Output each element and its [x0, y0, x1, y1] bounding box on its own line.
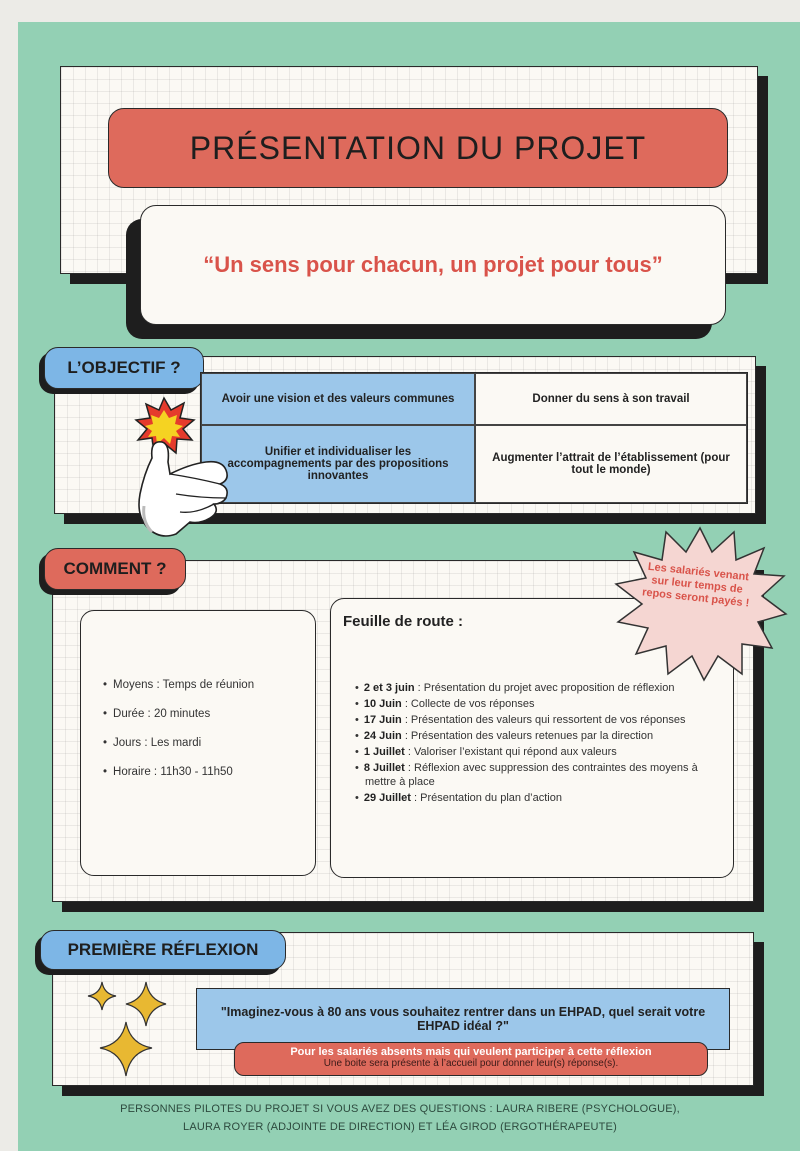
roadmap-item: • 2 et 3 juin : Présentation du projet avec proposition de réflexion	[355, 681, 715, 695]
reflection-label: PREMIÈRE RÉFLEXION	[40, 930, 286, 970]
means-item: • Moyens : Temps de réunion	[103, 679, 254, 691]
absent-notice	[234, 1042, 708, 1076]
comment-label: COMMENT ?	[44, 548, 186, 590]
footer-line: LAURA ROYER (ADJOINTE DE DIRECTION) ET LÉA GIROD (ERGOTHÉRAPEUTE)	[183, 1121, 617, 1133]
roadmap-item: • 8 Juillet : Réflexion avec suppression des contraintes des moyens à mettre à place	[355, 761, 715, 789]
roadmap-item: • 1 Juillet : Valoriser l’existant qui répond aux valeurs	[355, 745, 715, 759]
means-box	[80, 610, 316, 876]
roadmap-title: Feuille de route :	[343, 613, 464, 630]
reflection-question: "Imaginez-vous à 80 ans vous souhaitez rentrer dans un EHPAD, quel serait votre EHPAD idéal ?"	[196, 988, 730, 1050]
objective-label: L’OBJECTIF ?	[44, 347, 204, 389]
page-title: PRÉSENTATION DU PROJET	[108, 108, 728, 188]
footer-line: PERSONNES PILOTES DU PROJET SI VOUS AVEZ DES QUESTIONS : LAURA RIBERE (PSYCHOLOGUE),	[120, 1103, 680, 1115]
footer-contacts	[40, 1100, 760, 1136]
absent-title: Pour les salariés absents mais qui veulent participer à cette réflexion	[290, 1046, 652, 1058]
thumbs-up-icon	[130, 394, 240, 544]
roadmap-item: • 10 Juin : Collecte de vos réponses	[355, 697, 715, 711]
objective-cell: Augmenter l’attrait de l’établissement (pour tout le monde)	[475, 425, 747, 503]
absent-subtitle: Une boite sera présente à l’accueil pour donner leur(s) réponse(s).	[323, 1058, 619, 1069]
objective-cell: Avoir une vision et des valeurs communes	[201, 373, 475, 425]
slogan: “Un sens pour chacun, un projet pour tous”	[140, 205, 726, 325]
means-item: • Horaire : 11h30 - 11h50	[103, 766, 254, 778]
paid-rest-note: Les salariés venant sur leur temps de repos seront payés !	[641, 560, 750, 610]
objective-cell: Donner du sens à son travail	[475, 373, 747, 425]
objective-table	[200, 372, 748, 504]
objective-cell: Unifier et individualiser les accompagnements par des propositions innovantes	[201, 425, 475, 503]
roadmap-item: • 24 Juin : Présentation des valeurs retenues par la direction	[355, 729, 715, 743]
means-item: • Durée : 20 minutes	[103, 708, 254, 720]
means-item: • Jours : Les mardi	[103, 737, 254, 749]
roadmap-item: • 29 Juillet : Présentation du plan d’action	[355, 791, 715, 805]
roadmap-item: • 17 Juin : Présentation des valeurs qui ressortent de vos réponses	[355, 713, 715, 727]
sparkle-icon	[86, 978, 176, 1082]
